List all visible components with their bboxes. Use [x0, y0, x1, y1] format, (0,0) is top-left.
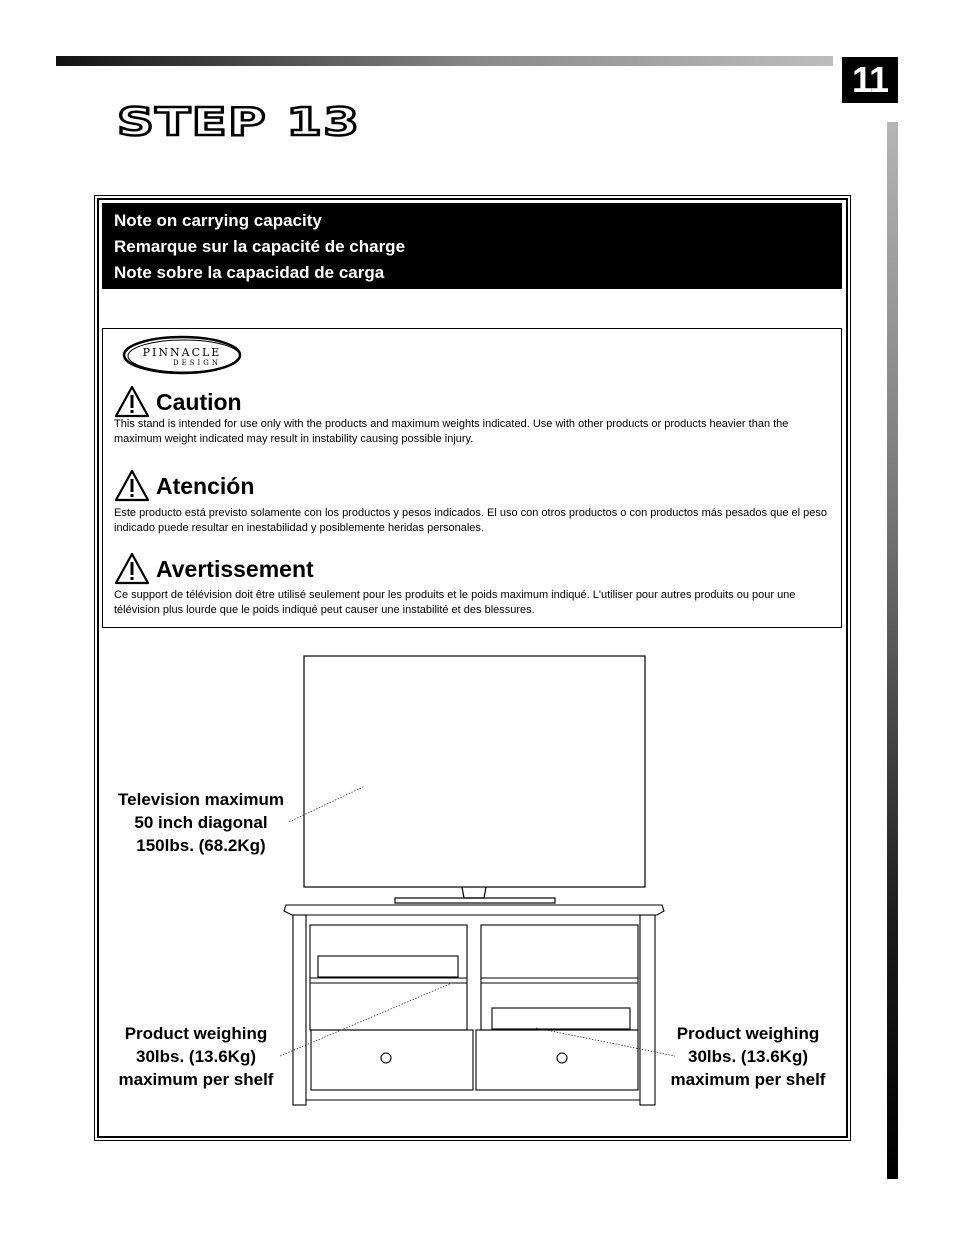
callout-leader-lines — [280, 786, 675, 1056]
right-shelf-capacity-callout — [656, 1022, 840, 1091]
logo-text-pinnacle: PINNACLE — [142, 346, 222, 359]
note-line-fr: Remarque sur la capacité de charge — [114, 237, 406, 256]
right-shelf-callout-line-2: 30lbs. (13.6Kg) — [688, 1047, 808, 1066]
tv-callout-line-3: 150lbs. (68.2Kg) — [136, 836, 266, 855]
stand-drawing — [284, 905, 664, 1105]
step-title: STEP 13 — [117, 100, 361, 144]
tv-capacity-callout — [106, 788, 296, 857]
left-shelf-callout-line-3: maximum per shelf — [118, 1070, 274, 1089]
note-line-en: Note on carrying capacity — [114, 211, 322, 230]
left-shelf-callout-line-1: Product weighing — [124, 1024, 268, 1043]
warning-title-atencion: Atención — [156, 472, 255, 499]
tv-callout-line-2: 50 inch diagonal — [134, 813, 268, 832]
warning-text-atencion: Este producto está previsto solamente con los productos y pesos indicados. El uso con otros productos o con productos más pesados que el peso indicado puede resultar en inestabilidad y posiblemente heridas personales. — [114, 507, 827, 534]
note-line-es: Note sobre la capacidad de carga — [114, 263, 385, 282]
tv-callout-line-1: Television maximum — [118, 790, 284, 809]
warning-text-avertissement: Ce support de télévision doit être utilisé seulement pour les produits et le poids maximum indiqué. L'utiliser pour autres produits ou pour une télévision plus lourde que le poids indiqué peut causer une instabilité et des blessures. — [114, 589, 796, 616]
warning-title-avertissement: Avertissement — [156, 555, 314, 582]
left-shelf-callout-line-2: 30lbs. (13.6Kg) — [136, 1047, 256, 1066]
left-shelf-capacity-callout — [104, 1022, 288, 1091]
right-shelf-callout-line-1: Product weighing — [676, 1024, 820, 1043]
warning-text-caution: This stand is intended for use only with the products and maximum weights indicated. Use with other products or products heavier than the maximum weight indicated may result in instability causing possible injury. — [114, 418, 789, 445]
logo-text-design: DESIGN — [173, 359, 221, 367]
right-shelf-callout-line-3: maximum per shelf — [670, 1070, 826, 1089]
page-number: 11 — [842, 57, 898, 103]
television-drawing — [304, 656, 645, 903]
warning-title-caution: Caution — [156, 388, 242, 415]
